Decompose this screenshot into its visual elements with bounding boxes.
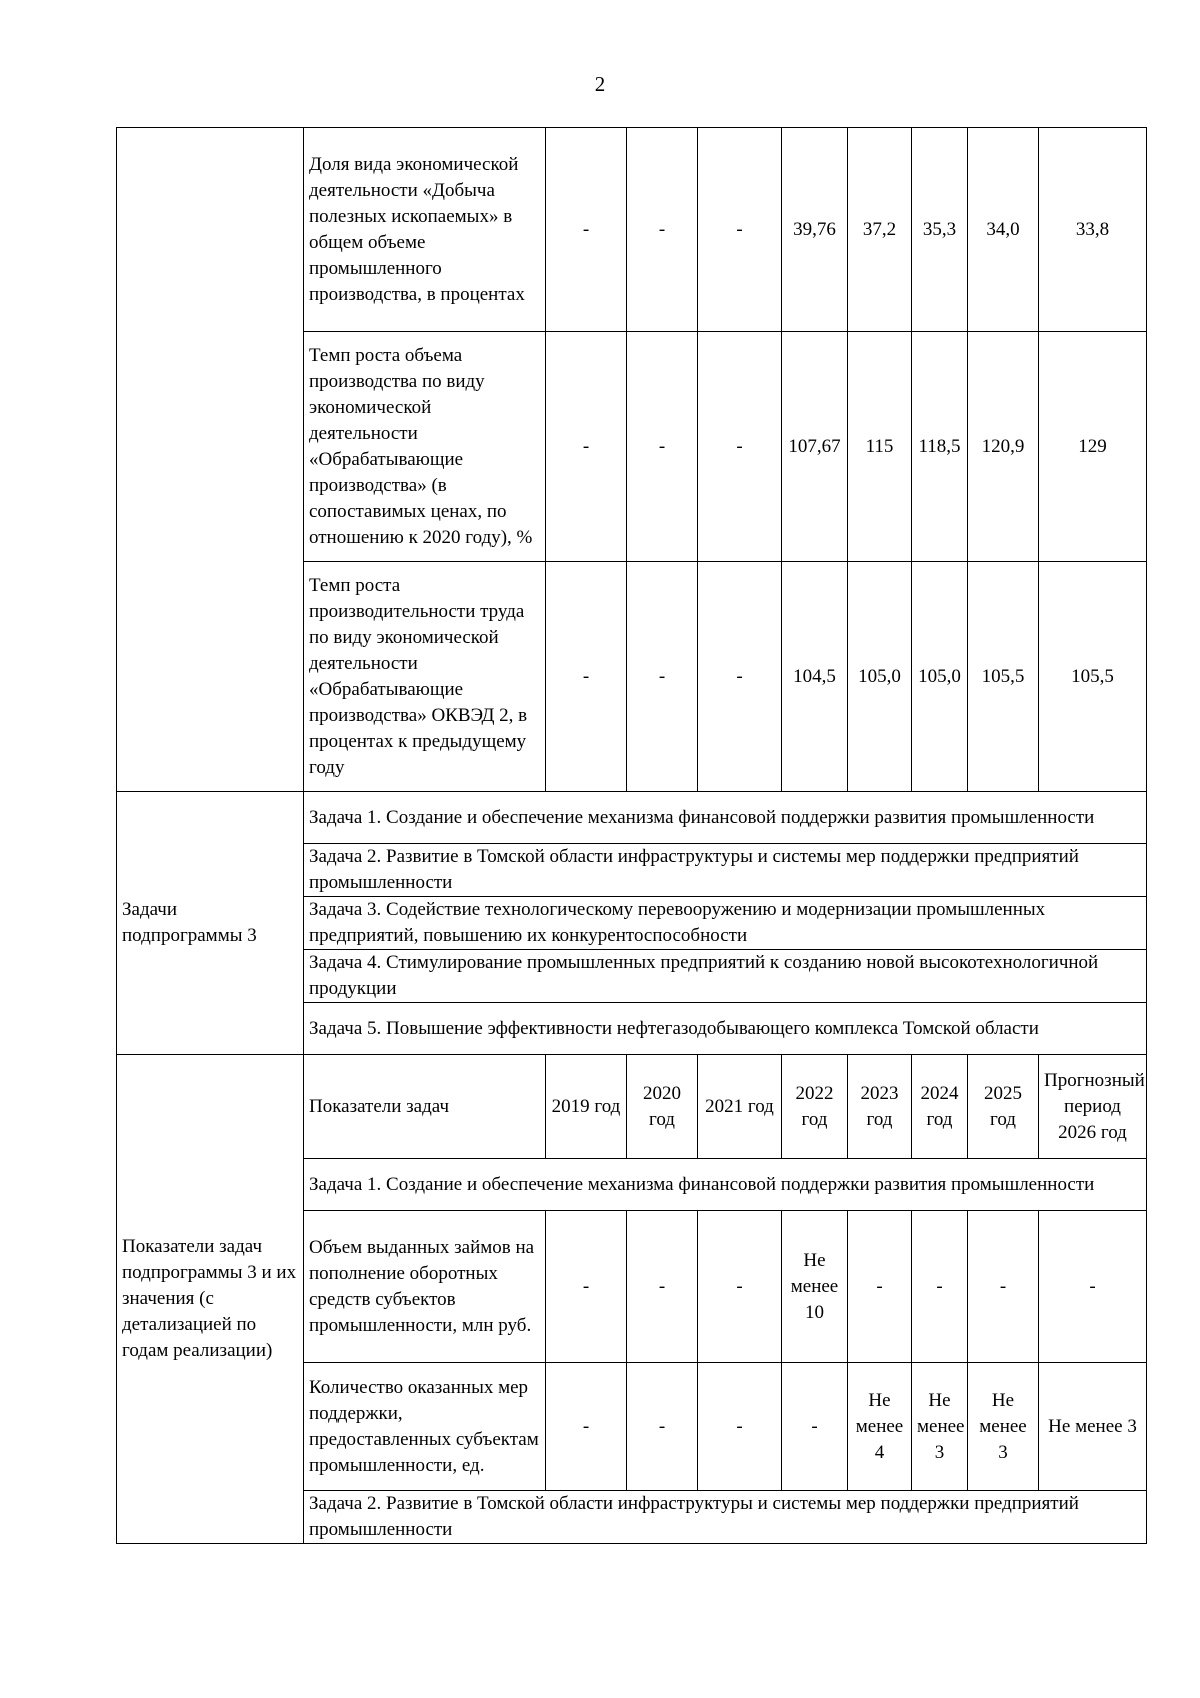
- indicator-name: Количество оказанных мер поддержки, предоставленных субъектам промышленности, ед.: [304, 1363, 546, 1491]
- value-2026: 129: [1039, 332, 1147, 562]
- value-2022: 104,5: [782, 562, 848, 792]
- indicator-name: Доля вида экономической деятельности «Добыча полезных ископаемых» в общем объеме промышленного производства, в процентах: [304, 128, 546, 332]
- value-2022: 39,76: [782, 128, 848, 332]
- value-2025: 105,5: [968, 562, 1039, 792]
- tasks-label: Задачи подпрограммы 3: [117, 792, 304, 1055]
- header-year-2023: 2023 год: [848, 1055, 912, 1159]
- task-2-subheader: Задача 2. Развитие в Томской области инфраструктуры и системы мер поддержки предприятий промышленности: [304, 1491, 1147, 1544]
- value-2020: -: [627, 1363, 698, 1491]
- value-2023: 105,0: [848, 562, 912, 792]
- value-2019: -: [546, 1363, 627, 1491]
- header-year-2026: Прогнозный период 2026 год: [1039, 1055, 1147, 1159]
- value-2023: 115: [848, 332, 912, 562]
- task-1: Задача 1. Создание и обеспечение механизма финансовой поддержки развития промышленности: [304, 792, 1147, 844]
- value-2020: -: [627, 128, 698, 332]
- header-year-2019: 2019 год: [546, 1055, 627, 1159]
- value-2025: 120,9: [968, 332, 1039, 562]
- header-year-2024: 2024 год: [912, 1055, 968, 1159]
- value-2023: 37,2: [848, 128, 912, 332]
- value-2022: 107,67: [782, 332, 848, 562]
- value-2019: -: [546, 1211, 627, 1363]
- header-year-2022: 2022 год: [782, 1055, 848, 1159]
- value-2021: -: [698, 332, 782, 562]
- value-2026: -: [1039, 1211, 1147, 1363]
- task-indicators-label: Показатели задач подпрограммы 3 и их значения (с детализацией по годам реализации): [117, 1055, 304, 1544]
- value-2026: Не менее 3: [1039, 1363, 1147, 1491]
- header-year-2025: 2025 год: [968, 1055, 1039, 1159]
- value-2021: -: [698, 1363, 782, 1491]
- value-2024: 105,0: [912, 562, 968, 792]
- value-2026: 33,8: [1039, 128, 1147, 332]
- value-2026: 105,5: [1039, 562, 1147, 792]
- value-2022: -: [782, 1363, 848, 1491]
- value-2019: -: [546, 332, 627, 562]
- value-2023: Не менее 4: [848, 1363, 912, 1491]
- header-year-2020: 2020 год: [627, 1055, 698, 1159]
- header-indicator-name: Показатели задач: [304, 1055, 546, 1159]
- value-2020: -: [627, 332, 698, 562]
- value-2024: Не менее 3: [912, 1363, 968, 1491]
- value-2019: -: [546, 128, 627, 332]
- value-2024: -: [912, 1211, 968, 1363]
- goal-indicator-row: [117, 128, 1147, 332]
- task-5: Задача 5. Повышение эффективности нефтегазодобывающего комплекса Томской области: [304, 1003, 1147, 1055]
- value-2024: 118,5: [912, 332, 968, 562]
- value-2019: -: [546, 562, 627, 792]
- value-2024: 35,3: [912, 128, 968, 332]
- value-2025: -: [968, 1211, 1039, 1363]
- task-indicators-header-row: [117, 1055, 1147, 1159]
- task-4: Задача 4. Стимулирование промышленных предприятий к созданию новой высокотехнологичной продукции: [304, 950, 1147, 1003]
- value-2020: -: [627, 562, 698, 792]
- value-2023: -: [848, 1211, 912, 1363]
- task-row: [117, 792, 1147, 844]
- value-2021: -: [698, 128, 782, 332]
- value-2020: -: [627, 1211, 698, 1363]
- task-2: Задача 2. Развитие в Томской области инфраструктуры и системы мер поддержки предприятий промышленности: [304, 844, 1147, 897]
- value-2025: Не менее 3: [968, 1363, 1039, 1491]
- task-3: Задача 3. Содействие технологическому перевооружению и модернизации промышленных предприятий, повышению их конкурентоспособности: [304, 897, 1147, 950]
- task-1-subheader: Задача 1. Создание и обеспечение механизма финансовой поддержки развития промышленности: [304, 1159, 1147, 1211]
- value-2021: -: [698, 562, 782, 792]
- value-2021: -: [698, 1211, 782, 1363]
- indicator-name: Объем выданных займов на пополнение оборотных средств субъектов промышленности, млн руб.: [304, 1211, 546, 1363]
- indicator-name: Темп роста объема производства по виду экономической деятельности «Обрабатывающие производства» (в сопоставимых ценах, по отношению к 2020 году), %: [304, 332, 546, 562]
- subprogram-table: [116, 127, 1147, 1544]
- page-number: 2: [594, 72, 606, 96]
- value-2022: Не менее 10: [782, 1211, 848, 1363]
- header-year-2021: 2021 год: [698, 1055, 782, 1159]
- indicator-name: Темп роста производительности труда по виду экономической деятельности «Обрабатывающие производства» ОКВЭД 2, в процентах к предыдущему году: [304, 562, 546, 792]
- value-2025: 34,0: [968, 128, 1039, 332]
- empty-label-cell: [117, 128, 304, 792]
